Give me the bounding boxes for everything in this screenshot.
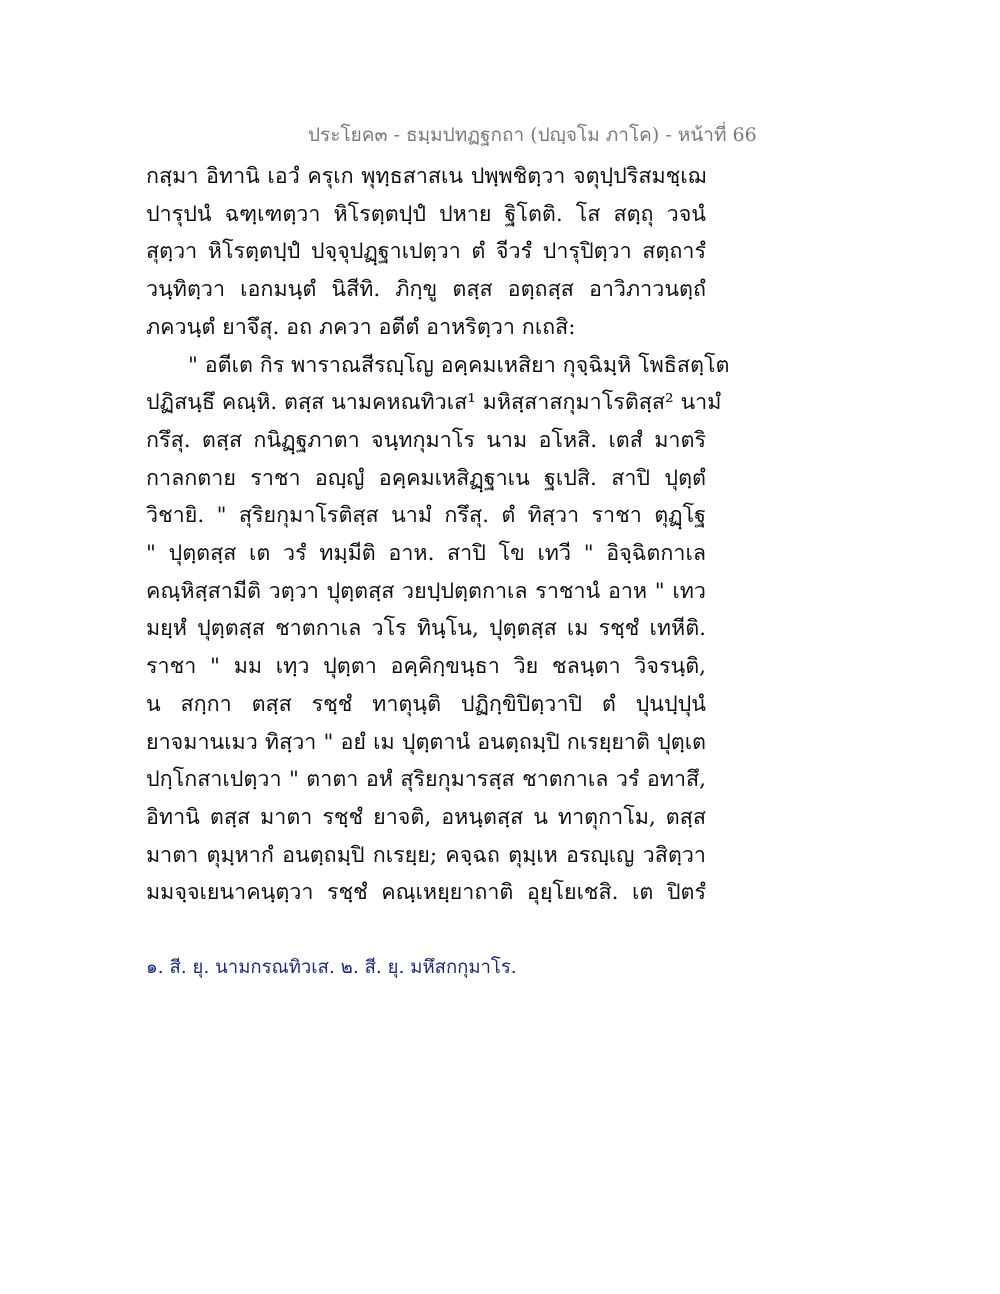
text-line: น สกฺกา ตสฺส รชฺชํ ทาตุนฺติ ปฏิกฺขิปิตฺวาปิ ตํ ปุนปฺปุนํ: [146, 691, 706, 717]
text-line: กาลกตาย ราชา อญฺญํ อคฺคมเหสิฏฺฐาเน ฐเปสิ. สาปิ ปุตฺตํ: [146, 465, 706, 491]
text-line: มยฺหํ ปุตฺตสฺส ชาตกาเล วโร ทินฺโน, ปุตฺตสฺส เม รชฺชํ เทหีติ.: [146, 616, 706, 642]
text-line: ปฏิสนฺธึ คณฺหิ. ตสฺส นามคหณทิวเส¹ มหิสฺสาสกุมาโรติสฺส² นามํ: [146, 390, 722, 416]
running-header: ประโยค๓ - ธมฺมปทฏฐกถา (ปญฺจโม ภาโค) - หน้าที่ 66: [308, 124, 757, 146]
text-line: มมจฺจเยนาคนฺตฺวา รชฺชํ คณฺเหยฺยาถาติ อุยฺโยเชสิ. เต ปิตรํ: [146, 880, 706, 906]
text-line: ภควนฺตํ ยาจึสุ. อถ ภควา อตีตํ อาหริตฺวา กเถสิ:: [146, 314, 576, 340]
text-line: ราชา " มม เทฺว ปุตฺตา อคฺคิกฺขนฺธา วิย ชลนฺตา วิจรนฺติ,: [146, 654, 706, 680]
text-line: สุตฺวา หิโรตฺตปฺปํ ปจฺจุปฏฺฐาเปตฺวา ตํ จีวรํ ปารุปิตฺวา สตฺถารํ: [146, 239, 706, 265]
text-line: ปกฺโกสาเปตฺวา " ตาตา อหํ สุริยกุมารสฺส ชาตกาเล วรํ อทาสึ,: [146, 767, 706, 793]
text-line: วิชายิ. " สุริยกุมาโรติสฺส นามํ กรึสุ. ตํ ทิสฺวา ราชา ตุฏฺโฐ: [146, 503, 706, 529]
footnote: ๑. สี. ยุ. นามกรณทิวเส. ๒. สี. ยุ. มหึสกกุมาโร.: [146, 957, 517, 978]
text-line: วนฺทิตฺวา เอกมนฺตํ นิสีทิ. ภิกฺขู ตสฺส อตฺถสฺส อาวิภาวนตฺถํ: [146, 277, 706, 303]
text-line: มาตา ตุมฺหากํ อนตฺถมฺปิ กเรยฺย; คจฺฉถ ตุมฺเห อรญฺเญ วสิตฺวา: [146, 842, 706, 868]
body-text: [146, 158, 730, 912]
text-line: กสฺมา อิทานิ เอวํ ครุเก พุทฺธสาสเน ปพฺพชิตฺวา จตุปฺปริสมชฺเฌ: [146, 164, 706, 189]
text-line: กรึสุ. ตสฺส กนิฏฺฐภาตา จนฺทกุมาโร นาม อโหสิ. เตสํ มาตริ: [146, 427, 706, 453]
text-line: อิทานิ ตสฺส มาตา รชฺชํ ยาจติ, อหนฺตสฺส น ทาตุกาโม, ตสฺส: [146, 804, 706, 830]
text-line: " อตีเต กิร พาราณสีรญฺโญ อคฺคมเหสิยา กุจฺฉิมฺหิ โพธิสตฺโต: [188, 352, 730, 378]
text-line: ปารุปนํ ฉฑฺเฑตฺวา หิโรตฺตปฺปํ ปหาย ฐิโตติ. โส สตฺถุ วจนํ: [146, 201, 706, 227]
text-line: คณฺหิสฺสามีติ วตฺวา ปุตฺตสฺส วยปฺปตฺตกาเล ราชานํ อาห " เทว: [146, 578, 706, 604]
text-line: ยาจมานเมว ทิสฺวา " อยํ เม ปุตฺตานํ อนตฺถมฺปิ กเรยฺยาติ ปุตฺเต: [146, 729, 706, 755]
text-line: " ปุตฺตสฺส เต วรํ ทมฺมีติ อาห. สาปิ โข เทวี " อิจฺฉิตกาเล: [146, 541, 706, 567]
